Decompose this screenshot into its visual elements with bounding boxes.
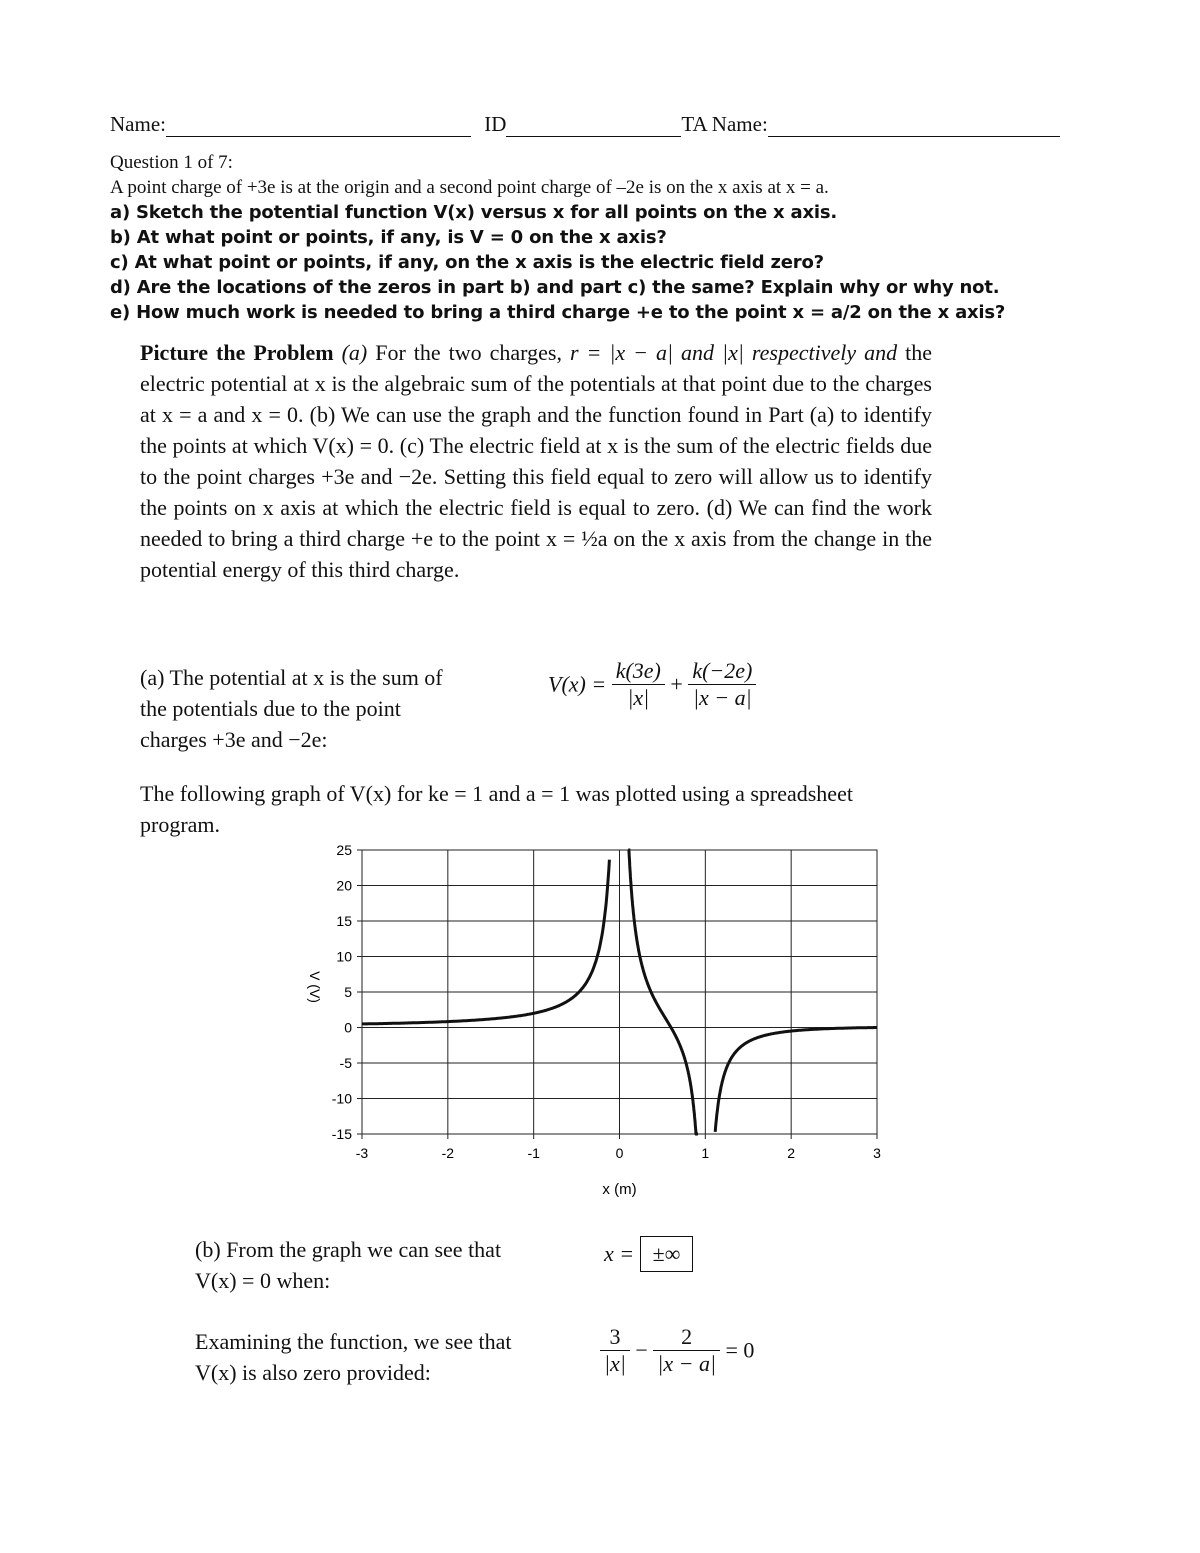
name-label: Name: <box>110 112 166 136</box>
eq-fraction-2 <box>688 658 756 711</box>
part-a-line-1: (a) The potential at x is the sum of <box>140 665 443 690</box>
x-tick-label: -2 <box>441 1145 455 1161</box>
y-tick-label: 20 <box>336 877 352 894</box>
part-a-text <box>140 662 500 755</box>
y-tick-label: 10 <box>336 948 352 965</box>
ptp-text-2: the electric potential at x is the algebraic sum of the potentials at that point due to the charges at x = a and x = 0. (b) We can use the graph and the function found in Part (a) to identify the points at which V(x) = 0. (c) The electric field at x is the sum of the electric fields due to the point charges +3e and −2e. Setting this field equal to zero will allow us to identify the points on x axis at which the electric field is equal to zero. (d) We can find the work needed to bring a third charge +e to the point x = ½a on the x axis from the change in the potential energy of this third charge. <box>140 340 933 582</box>
name-field[interactable] <box>166 116 471 137</box>
eq-plus: + <box>670 671 683 697</box>
eq-lhs: V(x) = <box>548 671 607 697</box>
ptp-title: Picture the Problem <box>140 340 334 365</box>
graph-intro-line-1: The following graph of V(x) for ke = 1 and a = 1 was plotted using a spreadsheet <box>140 781 853 806</box>
x-tick-label: -1 <box>527 1145 540 1161</box>
ptp-distance-expr: r = |x − a| and |x| respectively and <box>569 340 898 365</box>
ta-field[interactable] <box>768 116 1060 137</box>
x-tick-label: -3 <box>355 1145 369 1161</box>
id-field[interactable] <box>506 116 681 137</box>
x-tick-label: 1 <box>701 1145 710 1161</box>
eq-fraction-1 <box>612 658 665 711</box>
graph-intro <box>140 778 940 840</box>
graph-intro-line-2: program. <box>140 812 221 837</box>
potential-equation <box>548 658 756 711</box>
question-part-d: d) Are the locations of the zeros in part b) and part c) the same? Explain why or why not. <box>110 277 1000 298</box>
question-number: Question 1 of 7: <box>110 152 233 173</box>
part-b-line-1: (b) From the graph we can see that <box>195 1237 502 1262</box>
question-intro: A point charge of +3e is at the origin and a second point charge of –2e is on the x axis at x = a. <box>110 177 829 198</box>
eq-den-1: |x| <box>612 684 665 711</box>
eq-den-2: |x − a| <box>688 684 756 711</box>
zero-den-1: |x| <box>600 1350 630 1377</box>
part-b-equation <box>604 1236 693 1272</box>
part-b-text <box>195 1234 595 1296</box>
chart-grid <box>362 850 877 1134</box>
ptp-part-label: (a) <box>341 340 368 365</box>
zero-num-1: 3 <box>609 1324 621 1349</box>
zero-den-2: |x − a| <box>653 1350 720 1377</box>
eq-num-1: k(3e) <box>615 658 661 683</box>
y-axis-label: V (V) <box>307 971 323 1003</box>
zero-rhs: = 0 <box>725 1337 755 1363</box>
question-part-b: b) At what point or points, if any, is V = 0 on the x axis? <box>110 227 667 248</box>
y-tick-label: 0 <box>344 1019 352 1036</box>
ptp-text-1: For the two charges, <box>375 340 562 365</box>
part-b-line-2: V(x) = 0 when: <box>195 1268 331 1293</box>
examine-line-1: Examining the function, we see that <box>195 1329 512 1354</box>
zero-condition-equation <box>600 1324 754 1377</box>
y-tick-label: 15 <box>336 913 352 929</box>
zero-minus: − <box>635 1337 648 1363</box>
y-tick-label: 25 <box>336 842 352 858</box>
picture-the-problem <box>140 337 932 585</box>
question-part-e: e) How much work is needed to bring a third charge +e to the point x = a/2 on the x axis? <box>110 302 1006 323</box>
y-tick-label: -10 <box>331 1090 352 1107</box>
examine-text <box>195 1326 595 1388</box>
zero-fraction-1 <box>600 1324 630 1377</box>
part-b-answer-box: ±∞ <box>640 1236 694 1272</box>
id-label: ID <box>484 112 507 136</box>
question-part-a: a) Sketch the potential function V(x) versus x for all points on the x axis. <box>110 202 838 223</box>
x-tick-label: 2 <box>787 1145 796 1161</box>
y-tick-label: 5 <box>344 984 352 1000</box>
y-tick-label: -5 <box>339 1055 352 1071</box>
header-line <box>110 112 1090 137</box>
zero-num-2: 2 <box>681 1324 693 1349</box>
part-a-line-2: the potentials due to the point <box>140 696 401 721</box>
part-a-line-3: charges +3e and −2e: <box>140 727 328 752</box>
question-part-c: c) At what point or points, if any, on the x axis is the electric field zero? <box>110 252 824 273</box>
x-tick-label: 0 <box>615 1145 624 1161</box>
x-axis-label: x (m) <box>602 1181 637 1198</box>
zero-fraction-2 <box>653 1324 720 1377</box>
potential-chart <box>280 840 920 1210</box>
part-b-lhs: x = <box>604 1241 635 1266</box>
question-block <box>110 150 1090 325</box>
x-tick-label: 3 <box>873 1145 881 1161</box>
eq-num-2: k(−2e) <box>692 658 753 683</box>
ta-label: TA Name: <box>681 112 768 136</box>
examine-line-2: V(x) is also zero provided: <box>195 1360 431 1385</box>
y-tick-label: -15 <box>331 1126 352 1142</box>
